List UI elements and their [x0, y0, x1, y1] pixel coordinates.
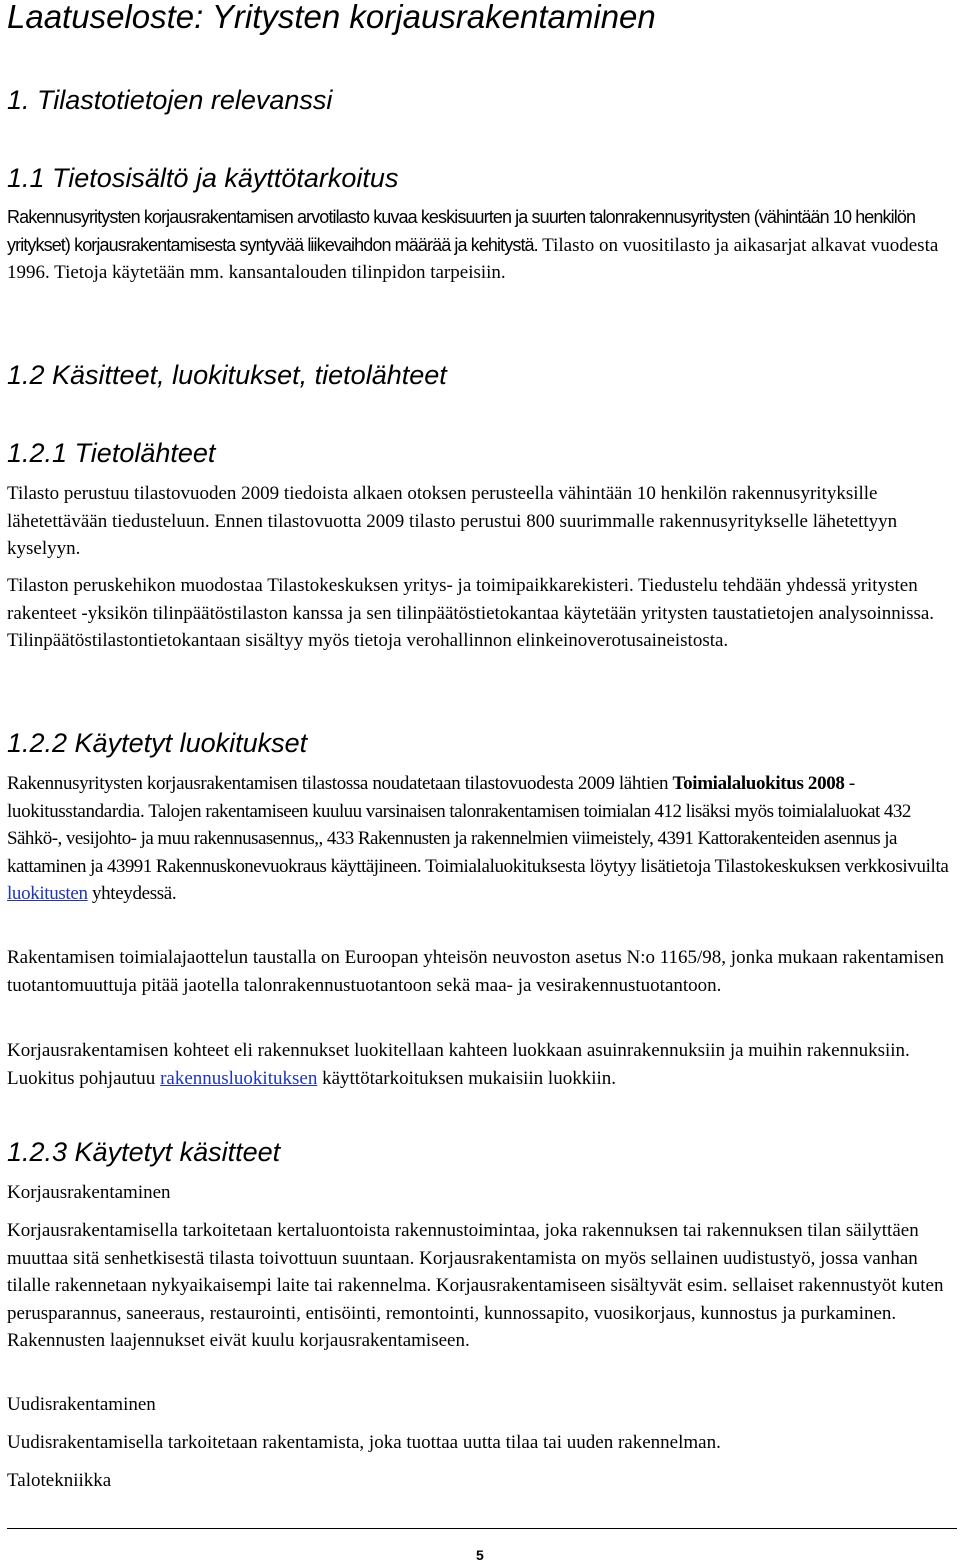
- section-heading-data-sources: 1.2.1 Tietolähteet: [7, 438, 216, 468]
- term-talotekniikka: Talotekniikka: [7, 1470, 112, 1491]
- document-title: Laatuseloste: Yritysten korjausrakentaminen: [7, 0, 656, 35]
- classifications-text-d: Toimialaluokituksesta löytyy lisätietoja Tilastokeskuksen verkkosivuilta: [421, 855, 949, 877]
- paragraph-classifications-3: [7, 1037, 957, 1092]
- section-heading-relevance: 1. Tilastotietojen relevanssi: [7, 85, 333, 115]
- page-number: 5: [476, 1547, 484, 1563]
- classifications-text-b: -luokitusstandardia.: [7, 773, 855, 822]
- section-heading-classifications: 1.2.2 Käytetyt luokitukset: [7, 728, 308, 758]
- paragraph-content-usage-part1: Rakennusyritysten korjausrakentamisen arvotilasto kuvaa keskisuurten ja suurten talonrakennusyritysten (vähintään 10 henkilön yritykset) korjausrakentamisesta syntyvää liikevaihdon määrää ja kehitystä.: [7, 207, 916, 255]
- section-heading-concepts-used: 1.2.3 Käytetyt käsitteet: [7, 1137, 281, 1167]
- footer-divider: [7, 1528, 957, 1529]
- classifications-text-c: Talojen rakentamiseen kuuluu varsinaisen talonrakentamisen toimialan 412 lisäksi myös toimialaluokat 432 Sähkö-, vesijohto- ja muu rakennusasennus,, 433 Rakennusten ja rakennelmien viimeistely, 4391 Kattorakenteiden asennus ja kattaminen ja 43991 Rakennuskonevuokraus käyttäjineen.: [7, 800, 911, 877]
- definition-korjausrakentaminen: Korjausrakentamisella tarkoitetaan kertaluontoista rakennustoimintaa, joka rakennuksen tai rakennuksen tilan säilyttäen muuttaa sitä senhetkisestä tilasta toivottuun suuntaan. Korjausrakentamista on myös sellainen uudistustyö, jossa vanhan tilalle rakennetaan nykyaikaisempi laite tai rakennelma. Korjausrakentamiseen sisältyvät esim. sellaiset rakennustyöt kuten perusparannus, saneeraus, restaurointi, entisöinti, remontointi, kunnossapito, vuosikorjaus, kunnostus ja purkaminen. Rakennusten laajennukset eivät kuulu korjausrakentamiseen.: [7, 1220, 944, 1351]
- paragraph-classifications-2: Rakentamisen toimialajaottelun taustalla on Euroopan yhteisön neuvoston asetus N:o 1165/98, jonka mukaan rakentamisen tuotantomuuttuja pitää jaotella talonrakennustuotantoon sekä maa- ja vesirakennustuotantoon.: [7, 947, 944, 996]
- paragraph-content-usage-part2: Tilasto on vuositilasto ja aikasarjat alkavat vuodesta 1996. Tietoja käytetään mm. kansantalouden tilinpidon tarpeisiin.: [7, 234, 939, 283]
- section-heading-concepts: 1.2 Käsitteet, luokitukset, tietolähteet: [7, 360, 447, 390]
- section-heading-content-usage: 1.1 Tietosisältö ja käyttötarkoitus: [7, 163, 399, 193]
- paragraph-data-sources-1: Tilasto perustuu tilastovuoden 2009 tiedoista alkaen otoksen perusteella vähintään 10 henkilön rakennusyrityksille lähetettävään tiedusteluun. Ennen tilastovuotta 2009 tilasto perustui 800 suurimmalle rakennusyritykselle lähetettyyn kyselyyn.: [7, 483, 898, 559]
- classifications-text-a: Rakennusyritysten korjausrakentamisen tilastossa noudatetaan tilastovuodesta 2009 lähtien: [7, 773, 673, 794]
- link-luokitusten[interactable]: luokitusten: [7, 883, 88, 904]
- definition-uudisrakentaminen: Uudisrakentamisella tarkoitetaan rakentamista, joka tuottaa uutta tilaa tai uuden rakennelman.: [7, 1432, 721, 1453]
- classifications-3-text-b: käyttötarkoituksen mukaisiin luokkiin.: [317, 1067, 617, 1089]
- term-uudisrakentaminen: Uudisrakentaminen: [7, 1394, 156, 1415]
- paragraph-data-sources-2: Tilaston peruskehikon muodostaa Tilastokeskuksen yritys- ja toimipaikkarekisteri. Tiedustelu tehdään yhdessä yritysten rakenteet -yksikön tilinpäätöstilaston kanssa ja sen tilinpäätöstietokantaa käytetään yritysten taustatietojen analysoinnissa. Tilinpäätöstilastontietokantaan sisältyy myös tietoja verohallinnon elinkeinoverotusaineistosta.: [7, 575, 935, 651]
- paragraph-content-usage: [7, 204, 957, 287]
- classifications-3-text-a: Korjausrakentamisen kohteet eli rakennukset luokitellaan kahteen luokkaan asuinrakennuksiin ja muihin rakennuksiin. Luokitus pohjautuu: [7, 1040, 910, 1089]
- term-korjausrakentaminen: Korjausrakentaminen: [7, 1182, 171, 1203]
- link-rakennusluokituksen[interactable]: rakennusluokituksen: [160, 1067, 318, 1089]
- classification-standard-name: Toimialaluokitus 2008: [672, 773, 845, 794]
- paragraph-classifications-1: [7, 770, 957, 908]
- classifications-text-e: yhteydessä.: [87, 883, 177, 904]
